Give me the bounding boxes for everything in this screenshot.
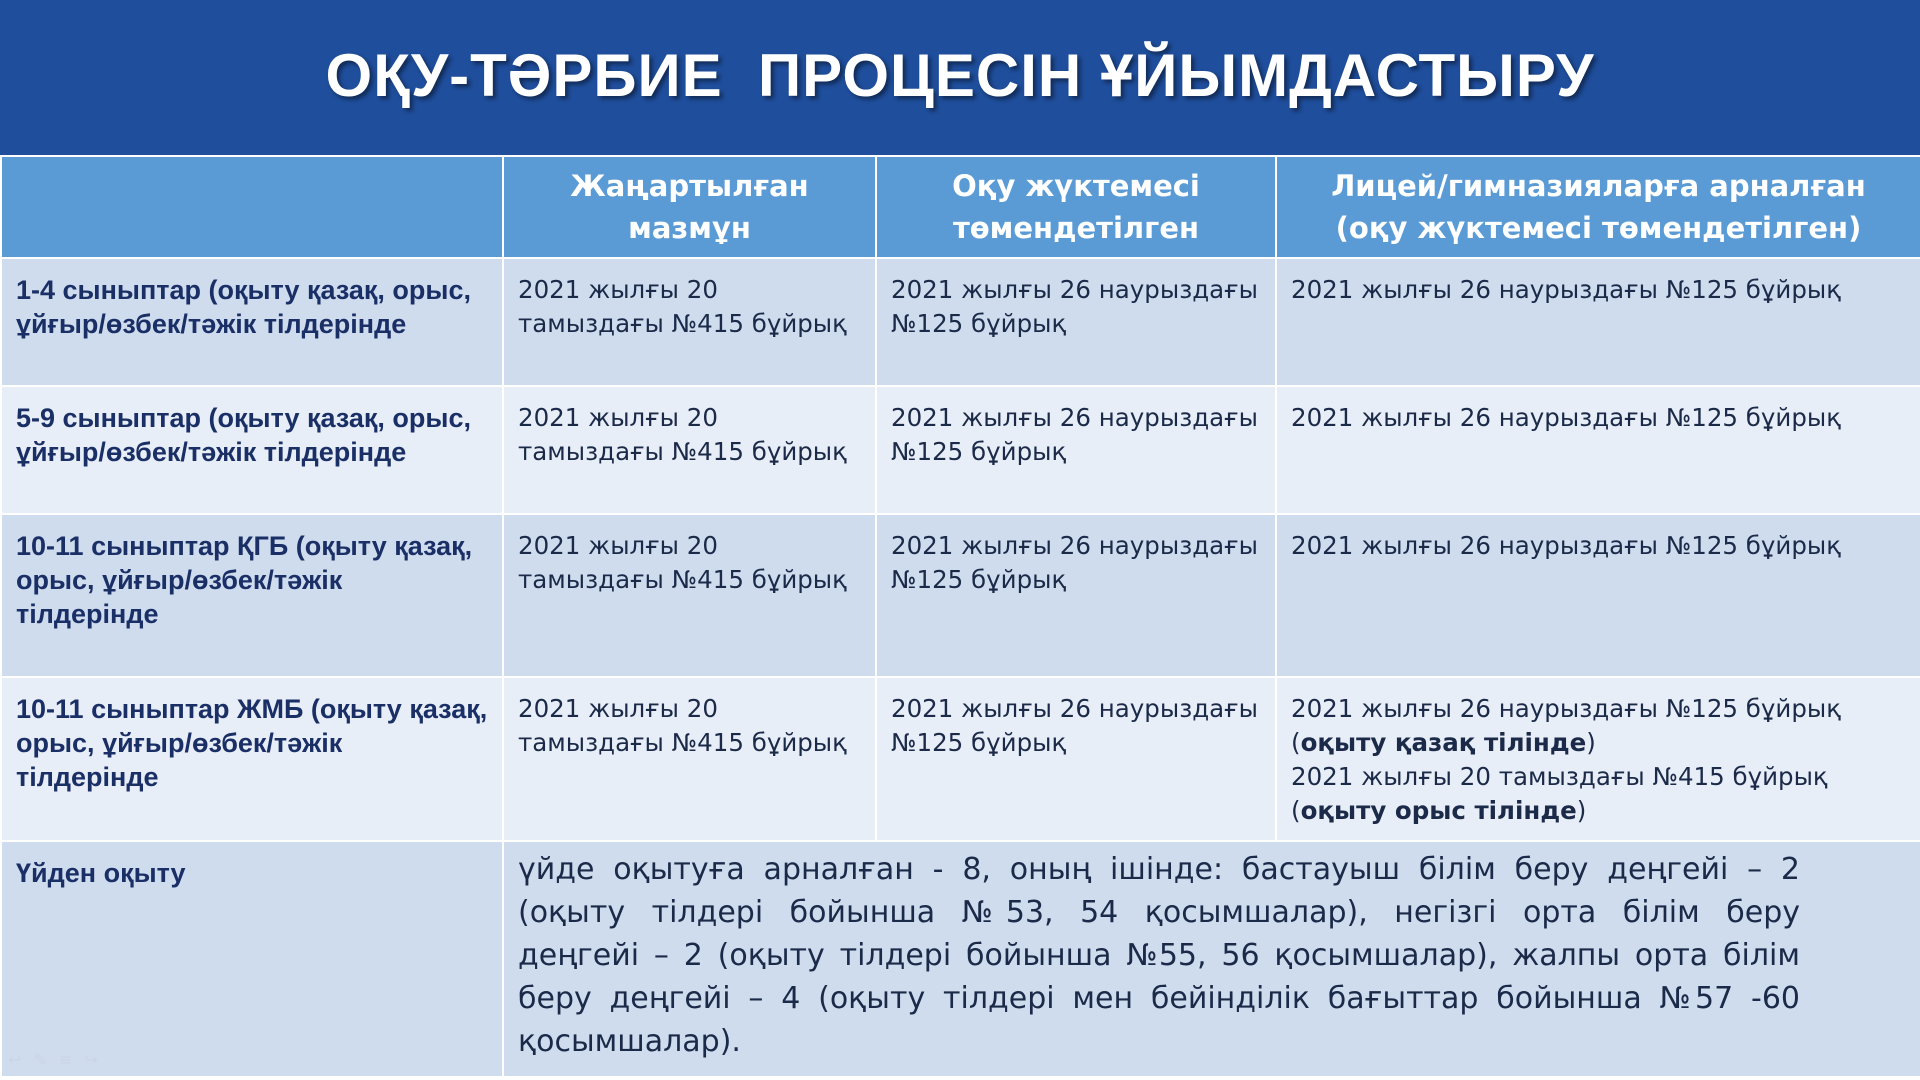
next-arrow-icon[interactable]: ↪ xyxy=(84,1050,98,1069)
header-updated-content: Жаңартылған мазмұн xyxy=(503,156,876,258)
page-title: ОҚУ-ТӘРБИЕ ПРОЦЕСІН ҰЙЫМДАСТЫРУ xyxy=(325,42,1595,109)
table-row xyxy=(1,514,1920,677)
cell-text-bold: оқыту орыс тілінде xyxy=(1300,796,1577,825)
table-row xyxy=(1,386,1920,514)
cell-text: ) xyxy=(1576,796,1587,825)
cell-text: 2021 жылғы 26 наурыздағы №125 бұйрық ( xyxy=(1291,694,1842,757)
header-reduced-load: Оқу жүктемесі төмендетілген xyxy=(876,156,1276,258)
table-cell: 2021 жылғы 20 тамыздағы №415 бұйрық xyxy=(503,514,876,677)
table-cell-multi xyxy=(1276,677,1920,841)
row-label: 10-11 сыныптар ҚГБ (оқыту қазақ, орыс, ұйғыр/өзбек/тәжік тілдерінде xyxy=(1,514,503,677)
cell-text: ) xyxy=(1586,728,1596,757)
row-label: 10-11 сыныптар ЖМБ (оқыту қазақ, орыс, ұйғыр/өзбек/тәжік тілдерінде xyxy=(1,677,503,841)
table-cell: 2021 жылғы 26 наурыздағы №125 бұйрық xyxy=(876,386,1276,514)
table-row xyxy=(1,841,1920,1077)
row-label: 1-4 сыныптар (оқыту қазақ, орыс, ұйғыр/өзбек/тәжік тілдерінде xyxy=(1,258,503,386)
header-empty xyxy=(1,156,503,258)
table-cell: 2021 жылғы 20 тамыздағы №415 бұйрық xyxy=(503,258,876,386)
slide-controls xyxy=(8,1050,98,1069)
table-row xyxy=(1,258,1920,386)
table-cell: 2021 жылғы 20 тамыздағы №415 бұйрық xyxy=(503,677,876,841)
table-header-row xyxy=(1,156,1920,258)
table-cell: 2021 жылғы 26 наурыздағы №125 бұйрық xyxy=(876,514,1276,677)
table-cell: 2021 жылғы 26 наурыздағы №125 бұйрық xyxy=(876,677,1276,841)
cell-text-bold: оқыту қазақ тілінде xyxy=(1300,728,1587,757)
row-label: Үйден оқыту xyxy=(1,841,503,1077)
header-lyceum-gymnasium: Лицей/гимназияларға арналған (оқу жүктемесі төмендетілген) xyxy=(1276,156,1920,258)
title-banner xyxy=(0,0,1920,155)
row-label: 5-9 сыныптар (оқыту қазақ, орыс, ұйғыр/өзбек/тәжік тілдерінде xyxy=(1,386,503,514)
pen-icon[interactable]: ✎ xyxy=(33,1050,47,1069)
table-cell: 2021 жылғы 26 наурыздағы №125 бұйрық xyxy=(876,258,1276,386)
table-cell: 2021 жылғы 26 наурыздағы №125 бұйрық xyxy=(1276,386,1920,514)
table-row xyxy=(1,677,1920,841)
orders-table xyxy=(0,155,1920,1078)
home-schooling-text: үйде оқытуға арналған - 8, оның ішінде: бастауыш білім беру деңгейі – 2 (оқыту тілдері бойынша №53, 54 қосымшалар), негізгі орта білім беру деңгейі – 2 (оқыту тілдері бойынша №55, 56 қосымшалар), жалпы орта білім беру деңгейі – 4 (оқыту тілдері мен бейінділік бағыттар бойынша №57 -60 қосымшалар). xyxy=(503,841,1920,1077)
cell-text: 2021 жылғы 20 тамыздағы №415 бұйрық ( xyxy=(1291,762,1828,825)
table-cell: 2021 жылғы 26 наурыздағы №125 бұйрық xyxy=(1276,514,1920,677)
menu-icon[interactable]: ≡ xyxy=(58,1050,73,1069)
prev-arrow-icon[interactable]: ↩ xyxy=(8,1050,22,1069)
table-cell: 2021 жылғы 20 тамыздағы №415 бұйрық xyxy=(503,386,876,514)
table-cell: 2021 жылғы 26 наурыздағы №125 бұйрық xyxy=(1276,258,1920,386)
